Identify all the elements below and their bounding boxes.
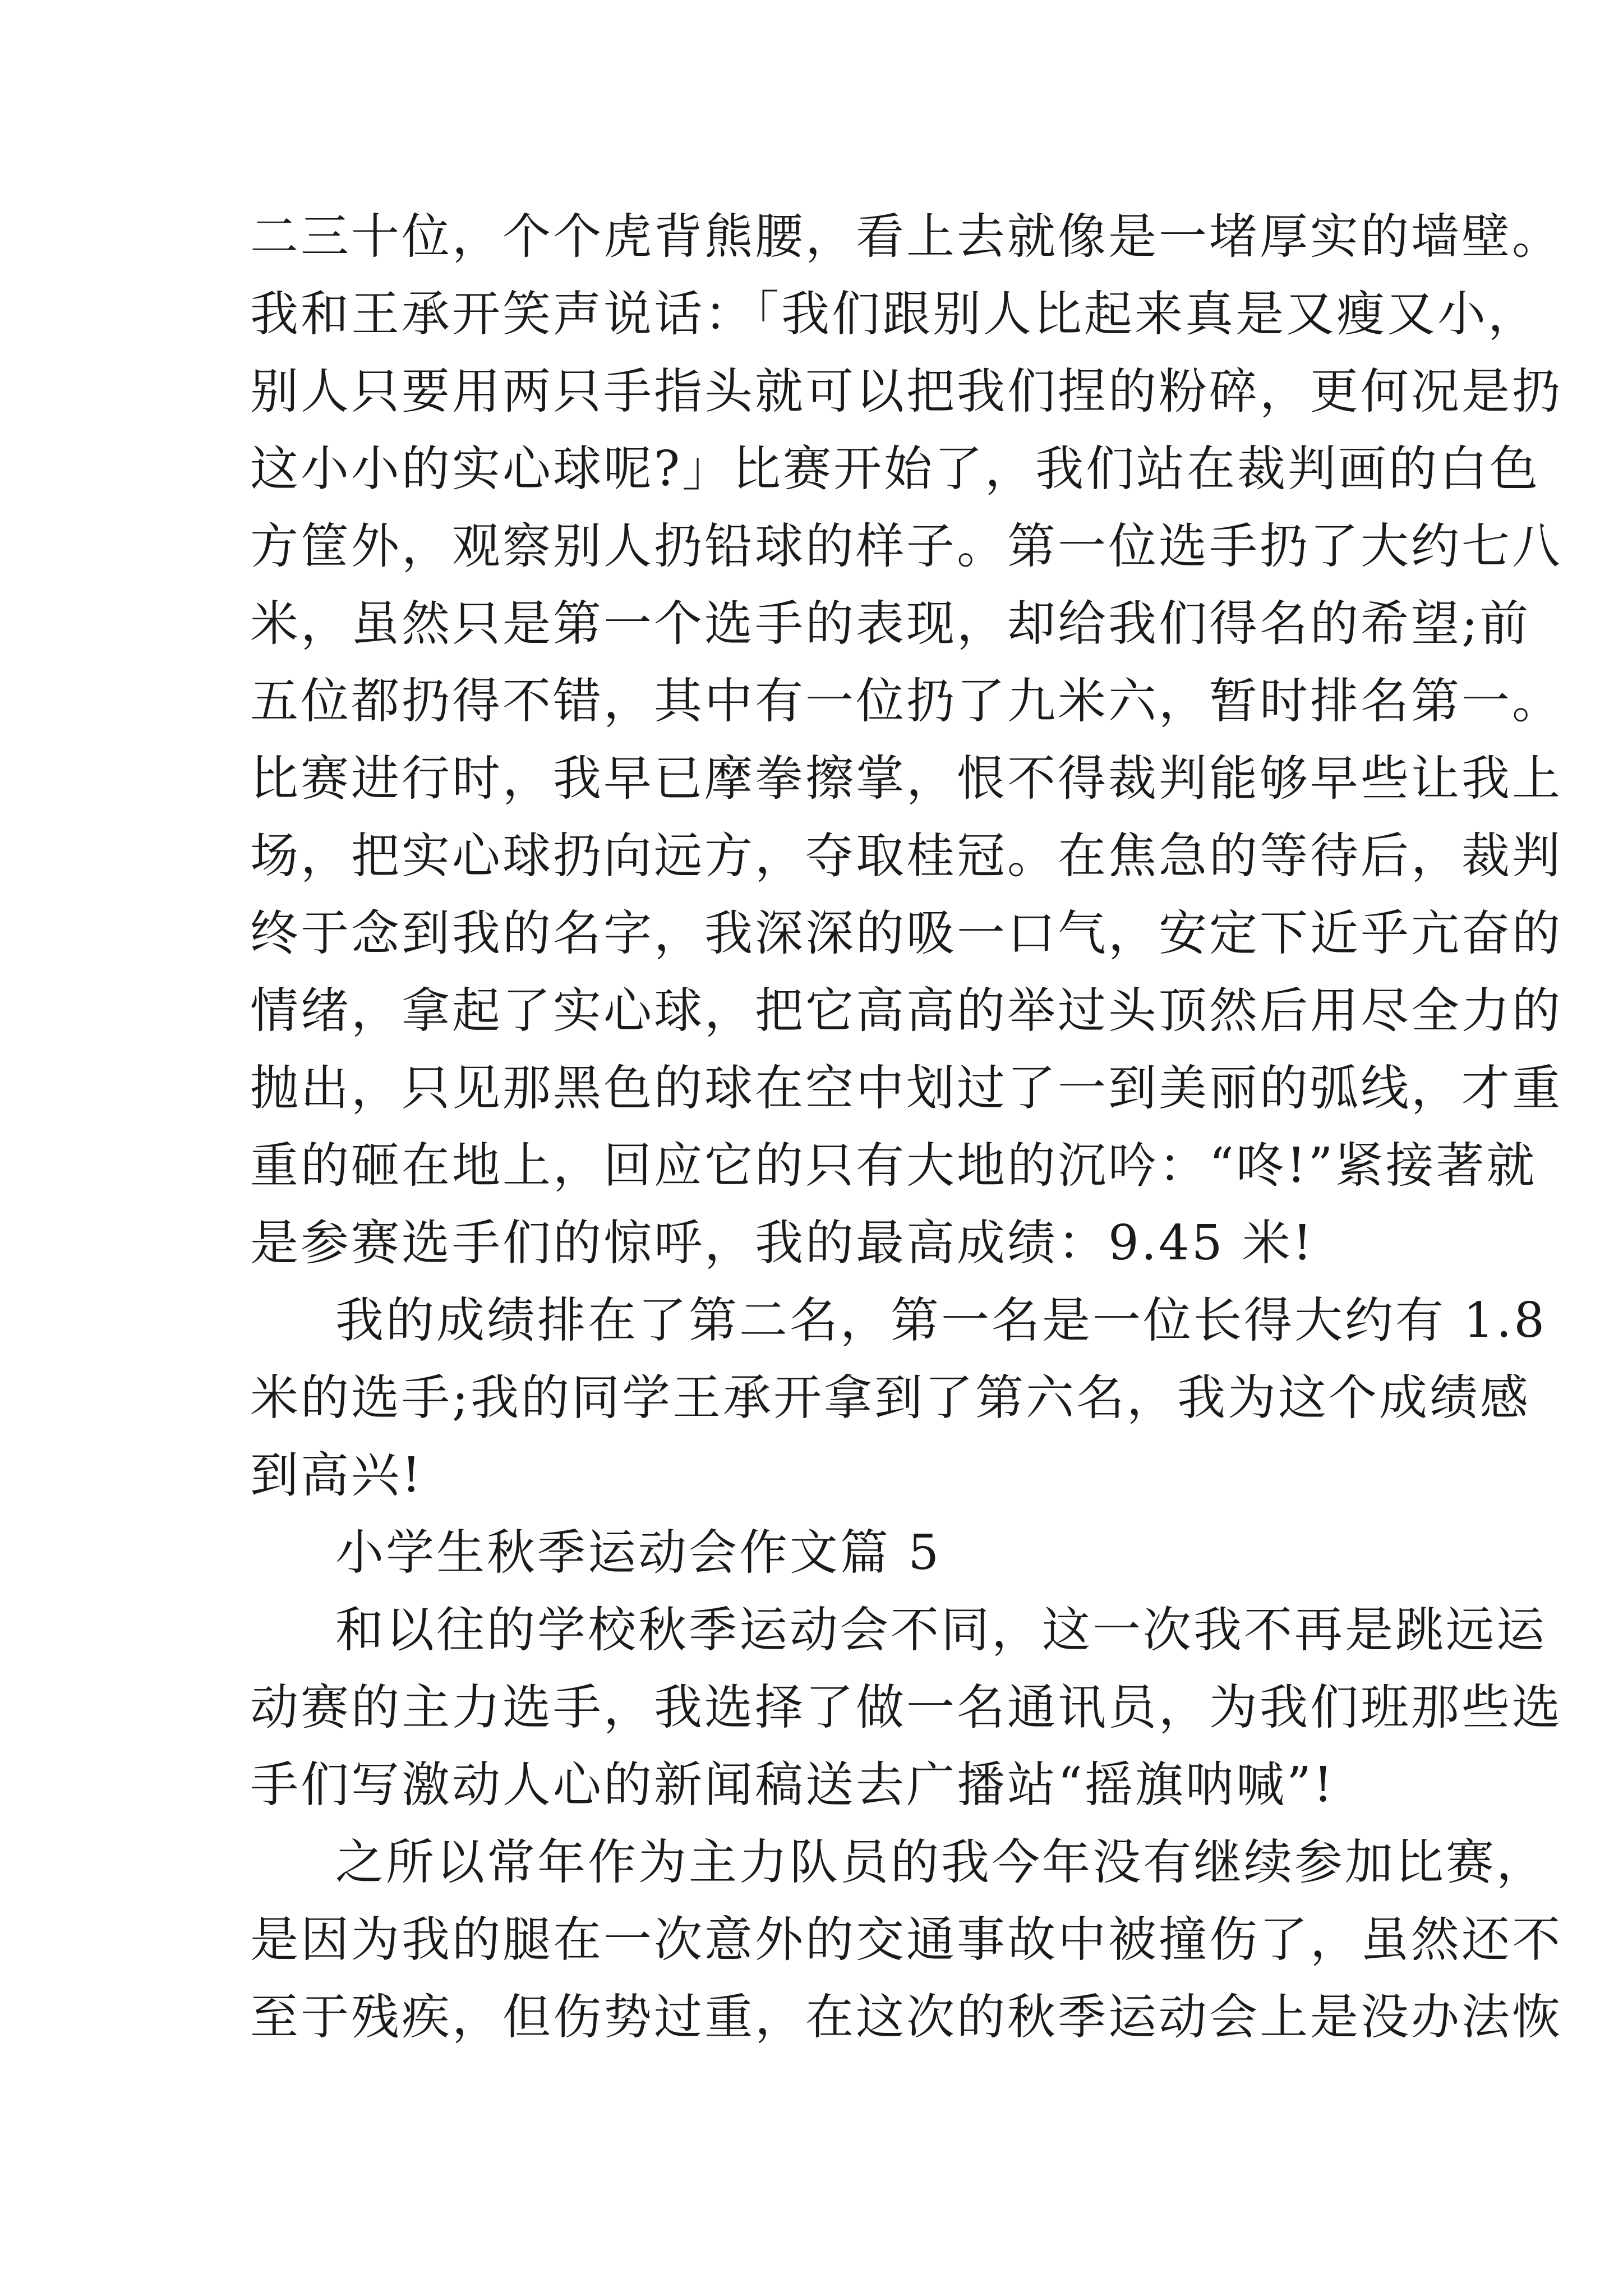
text-line: 动赛的主力选手，我选择了做一名通讯员，为我们班那些选	[250, 1680, 1562, 1736]
text-line: 情绪，拿起了实心球，把它高高的举过头顶然后用尽全力的	[250, 983, 1562, 1039]
paragraph-first-line: 我的成绩排在了第二名，第一名是一位长得大约有 1.8	[335, 1292, 1547, 1349]
text-line: 我和王承开笑声说话：「我们跟别人比起来真是又瘦又小，	[250, 286, 1538, 342]
text-line: 是因为我的腿在一次意外的交通事故中被撞伤了，虽然还不	[250, 1912, 1562, 1968]
paragraph-first-line: 之所以常年作为主力队员的我今年没有继续参加比赛，	[335, 1834, 1547, 1890]
text-line: 是参赛选手们的惊呼，我的最高成绩：9.45 米!	[250, 1215, 1315, 1271]
text-line: 比赛进行时，我早已摩拳擦掌，恨不得裁判能够早些让我上	[250, 751, 1562, 807]
text-line: 手们写激动人心的新闻稿送去广播站“摇旗呐喊”!	[250, 1757, 1335, 1813]
section-heading: 小学生秋季运动会作文篇 5	[335, 1525, 942, 1581]
paragraph-first-line: 和以往的学校秋季运动会不同，这一次我不再是跳远运	[335, 1602, 1547, 1658]
text-line: 方筐外，观察别人扔铅球的样子。第一位选手扔了大约七八	[250, 518, 1562, 574]
text-line: 米，虽然只是第一个选手的表现，却给我们得名的希望;前	[250, 596, 1530, 652]
text-line: 至于残疾，但伤势过重，在这次的秋季运动会上是没办法恢	[250, 1989, 1562, 2045]
text-line: 场，把实心球扔向远方，夺取桂冠。在焦急的等待后，裁判	[250, 828, 1562, 884]
text-line: 抛出，只见那黑色的球在空中划过了一到美丽的弧线，才重	[250, 1060, 1562, 1116]
text-line: 米的选手;我的同学王承开拿到了第六名，我为这个成绩感	[250, 1370, 1530, 1426]
text-line: 别人只要用两只手指头就可以把我们捏的粉碎，更何况是扔	[250, 364, 1562, 420]
text-line: 这小小的实心球呢?」比赛开始了，我们站在裁判画的白色	[250, 441, 1541, 497]
text-line: 五位都扔得不错，其中有一位扔了九米六，暂时排名第一。	[250, 673, 1562, 729]
text-line: 重的砸在地上，回应它的只有大地的沉吟：“咚!”紧接著就	[250, 1138, 1537, 1194]
text-line: 二三十位，个个虎背熊腰，看上去就像是一堵厚实的墙壁。	[250, 209, 1562, 265]
text-line: 到高兴!	[250, 1447, 423, 1503]
text-line: 终于念到我的名字，我深深的吸一口气，安定下近乎亢奋的	[250, 905, 1562, 961]
